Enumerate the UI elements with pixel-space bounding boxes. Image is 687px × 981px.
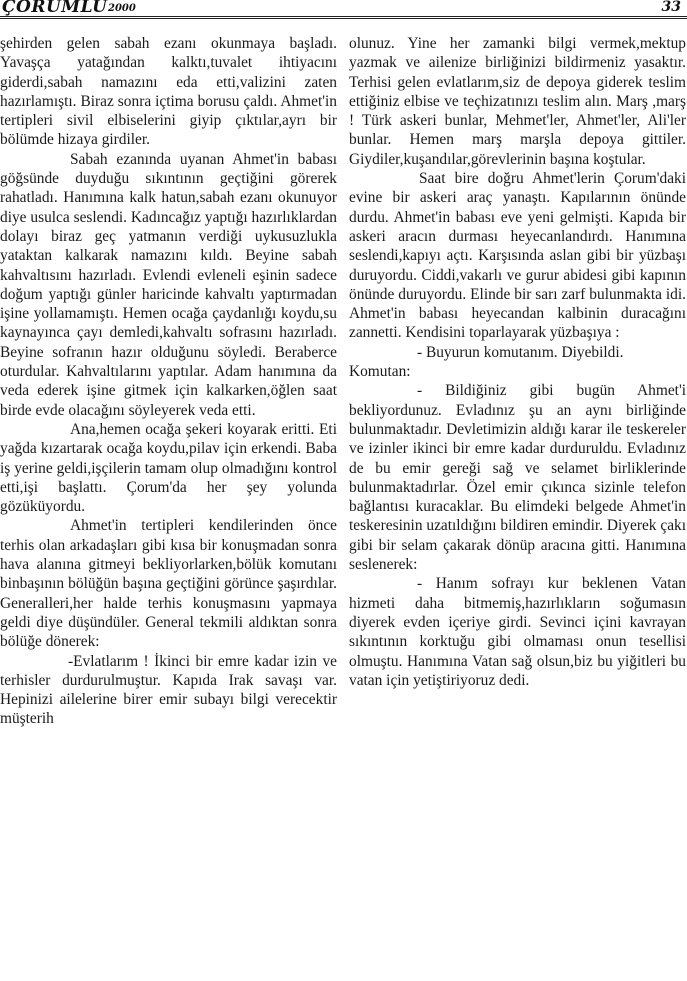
left-column: [0, 34, 337, 729]
page-number: 33: [661, 0, 681, 15]
right-paragraph-6: - Hanım sofrayı kur beklenen Vatan hizmeti daha bitmemiş,hazırlıkların soğumasın diyerek evden içeriye girdi. Sevinci içini kavrayan sıkıntının korktuğu gibi olmaması onun tesellisi olmuştu. Hanımına Vatan sağ olsun,biz bu yiğitleri bu vatan için yetiştiriyoruz dedi.: [349, 575, 686, 689]
left-paragraph-4: Ahmet'in tertipleri kendilerinden önce terhis olan arkadaşları gibi kısa bir konuşmadan sonra hava alanına gitmeyi bekliyorlarken,bölük komutanı binbaşının bölüğün başına geçtiğini görünce şaşırdılar. Generalleri,her halde terhis konuşmasını yapmaya geldi diye düşündüler. General tekmili aldıktan sonra bölüğe dönerek:: [0, 517, 337, 651]
right-paragraph-1: olunuz. Yine her zamanki bilgi vermek,mektup yazmak ve ailenize birliğinizi bildirmeniz yasaktır. Terhisi gelen evlatlarım,siz de depoya giderek teslim ettiğiniz elbise ve teçhizatınızı teslim alın. Marş ,marş ! Türk askeri bunlar, Mehmet'ler, Ahmet'ler, Ali'ler bunlar. Hemen marş marşla depoya gittiler. Giydiler,kuşandılar,görevlerinin başına koştular.: [349, 35, 686, 168]
right-column: [349, 34, 686, 690]
right-paragraph-2: Saat bire doğru Ahmet'lerin Çorum'daki evine bir askeri araç yanaştı. Kapılarının önünde durdu. Ahmet'in babası eve yeni gelmişti. Kapıda bir askeri aracın durması heyecanlandırdı. Hanımına seslendi,kapıyı açtı. Karşısında aslan gibi bir yüzbaşı duruyordu. Ciddi,vakarlı ve gurur abidesi gibi kapının önünde duruyordu. Elinde bir sarı zarf bulunmakta idi. Ahmet'in babası heyecandan kalbinin duracağını zannetti. Kendisini toparlayarak yüzbaşıya :: [349, 170, 686, 342]
left-paragraph-1: şehirden gelen sabah ezanı okunmaya başladı. Yavaşça yatağından kalktı,tuvalet ihtiyacını giderdi,sabah namazını eda etti,valizini zaten hazırlamıştı. Biraz sonra içtima borusu çaldı. Ahmet'in tertipleri sivil elbiselerini giyip çıktılar,ayrı bir bölümde hizaya girdiler.: [0, 35, 337, 149]
left-paragraph-5: -Evlatlarım ! İkinci bir emre kadar izin ve terhisler durdurulmuştur. Kapıda Irak savaşı var. Hepinizi ailelerine birer emir subayı bilgi verecektir müşterih: [0, 652, 337, 728]
right-paragraph-3: - Buyurun komutanım. Diyebildi.: [417, 343, 624, 361]
left-paragraph-2: Sabah ezanında uyanan Ahmet'in babası göğsünde duyduğu sıkıntının geçtiğini görerek rahatladı. Hanımına kalk hatun,sabah ezanı okunuyor diye usulca seslendi. Kadıncağız yaptığı hazırlıklardan dolayı biraz geç yatmanın verdiği uykusuzlukla yataktan kalkarak namazını kıldı. Beyine sabah kahvaltısını hazırladı. Evlendi evleneli eşinin sadece doğum yaptığı günler haricinde kahvaltı yaptırmadan işine yollamamıştı. Hemen ocağa çaydanlığı koydu,su kaynayınca çayı demledi,kahvaltı sofrasını hazırladı. Beyine sofranın hazır olduğunu söyledi. Beraberce oturdular. Kahvaltılarını yaptılar. Adam hanımına da veda ederek işine gitmek için kalkarken,öğlen saat birde evde olacağını söyleyerek veda etti.: [0, 150, 337, 419]
magazine-title: ÇORUMLU: [2, 0, 108, 17]
page-header: [0, 0, 687, 26]
magazine-year: 2000: [108, 3, 136, 14]
left-paragraph-3: Ana,hemen ocağa şekeri koyarak eritti. Eti yağda kızartarak ocağa koydu,pilav için erkendi. Baba iş yerine geldi,işçilerin tamam olup olmadığını kontrol etti,işi başlattı. Çorum'da her şey yolunda gözüküyordu.: [0, 420, 337, 516]
right-paragraph-5: - Bildiğiniz gibi bugün Ahmet'i bekliyordunuz. Evladınız şu an aynı birliğinde bulunmaktadır. Devletimizin aldığı karar ile teskereler ve izinler ikinci bir emre kadar durduruldu. Evladınız de bu emir gereği sağ ve selamet birliklerinde bulunmaktadırlar. Özel emir çıkınca sizinle telefon bağlantısı kuracaklar. Bu elimdeki belgede Ahmet'in teskeresinin uzatıldığını bildiren emindir. Diyerek çakı gibi bir selam çakarak dönüp aracına gitti. Hanımına seslenerek:: [349, 382, 686, 574]
header-rule: [0, 16, 687, 19]
right-paragraph-4: Komutan:: [349, 363, 411, 381]
